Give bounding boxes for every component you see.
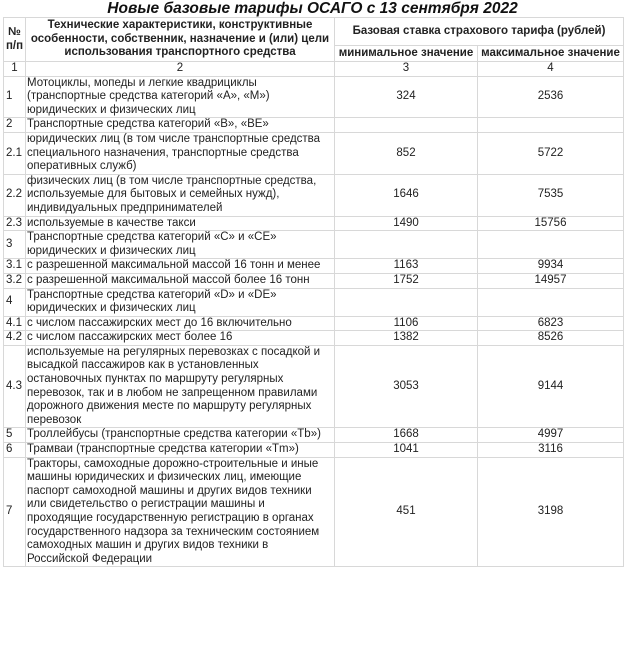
row-number: 5 <box>4 428 26 443</box>
row-max: 7535 <box>478 174 624 216</box>
row-max <box>478 231 624 259</box>
row-number: 4.2 <box>4 331 26 346</box>
tariff-table <box>3 17 624 567</box>
row-description: с числом пассажирских мест более 16 <box>26 331 335 346</box>
row-number: 2 <box>4 118 26 133</box>
table-row <box>4 443 624 458</box>
row-description: Мотоциклы, мопеды и легкие квадрициклы (транспортные средства категорий «А», «М») юридических и физических лиц <box>26 76 335 118</box>
row-number: 1 <box>4 76 26 118</box>
row-max <box>478 118 624 133</box>
header-num: № п/п <box>4 18 26 62</box>
table-row <box>4 174 624 216</box>
row-max: 3116 <box>478 443 624 458</box>
row-min: 1490 <box>335 216 478 231</box>
row-min: 324 <box>335 76 478 118</box>
row-number: 2.2 <box>4 174 26 216</box>
row-description: с разрешенной максимальной массой более 16 тонн <box>26 273 335 288</box>
row-min: 1646 <box>335 174 478 216</box>
row-description: Транспортные средства категорий «C» и «CE» юридических и физических лиц <box>26 231 335 259</box>
row-min: 852 <box>335 132 478 174</box>
row-number: 4.3 <box>4 345 26 428</box>
row-min: 1041 <box>335 443 478 458</box>
index-cell: 3 <box>335 62 478 77</box>
row-description: Транспортные средства категорий «D» и «DE» юридических и физических лиц <box>26 288 335 316</box>
row-description: Троллейбусы (транспортные средства категории «Tb») <box>26 428 335 443</box>
index-cell: 1 <box>4 62 26 77</box>
row-number: 6 <box>4 443 26 458</box>
table-row <box>4 316 624 331</box>
table-row <box>4 231 624 259</box>
index-cell: 2 <box>26 62 335 77</box>
row-number: 2.3 <box>4 216 26 231</box>
row-min: 451 <box>335 457 478 567</box>
table-row <box>4 457 624 567</box>
row-description: используемые в качестве такси <box>26 216 335 231</box>
row-max: 9144 <box>478 345 624 428</box>
table-row <box>4 288 624 316</box>
row-number: 3 <box>4 231 26 259</box>
row-description: физических лиц (в том числе транспортные средства, используемые для бытовых и семейных нужд), индивидуальных предпринимателей <box>26 174 335 216</box>
row-description: Транспортные средства категорий «B», «BE» <box>26 118 335 133</box>
header-max: максимальное значение <box>478 46 624 62</box>
row-description: используемые на регулярных перевозках с посадкой и высадкой пассажиров как в установленных остановочных пунктах по маршруту регулярных перевозок, так и в любом не запрещенном правилами дорожного движения месте по маршруту регулярных перевозок <box>26 345 335 428</box>
row-description: Тракторы, самоходные дорожно-строительные и иные машины юридических и физических лиц, имеющие паспорт самоходной машины и других видов техники или свидетельство о регистрации машины и проходящие государственную регистрацию в органах государственного надзора за техническим состоянием самоходных машин и других видов техники в Российской Федерации <box>26 457 335 567</box>
row-max: 4997 <box>478 428 624 443</box>
table-row <box>4 331 624 346</box>
row-number: 2.1 <box>4 132 26 174</box>
row-min: 1752 <box>335 273 478 288</box>
table-row <box>4 259 624 274</box>
row-max: 9934 <box>478 259 624 274</box>
row-min: 3053 <box>335 345 478 428</box>
row-min: 1382 <box>335 331 478 346</box>
row-description: с разрешенной максимальной массой 16 тонн и менее <box>26 259 335 274</box>
row-max: 3198 <box>478 457 624 567</box>
row-number: 7 <box>4 457 26 567</box>
page-title: Новые базовые тарифы ОСАГО с 13 сентября 2022 <box>107 0 518 17</box>
row-max: 2536 <box>478 76 624 118</box>
row-description: Трамваи (транспортные средства категории «Tm») <box>26 443 335 458</box>
row-max: 15756 <box>478 216 624 231</box>
row-min <box>335 288 478 316</box>
row-max: 8526 <box>478 331 624 346</box>
row-number: 3.1 <box>4 259 26 274</box>
header-min: минимальное значение <box>335 46 478 62</box>
row-number: 4 <box>4 288 26 316</box>
row-max: 14957 <box>478 273 624 288</box>
table-row <box>4 273 624 288</box>
row-max: 6823 <box>478 316 624 331</box>
row-min: 1106 <box>335 316 478 331</box>
row-description: юридических лиц (в том числе транспортные средства специального назначения, транспортные средства оперативных служб) <box>26 132 335 174</box>
row-description: с числом пассажирских мест до 16 включительно <box>26 316 335 331</box>
index-cell: 4 <box>478 62 624 77</box>
header-rate: Базовая ставка страхового тарифа (рублей) <box>335 18 624 46</box>
row-min <box>335 118 478 133</box>
row-min: 1668 <box>335 428 478 443</box>
row-number: 4.1 <box>4 316 26 331</box>
row-number: 3.2 <box>4 273 26 288</box>
table-row <box>4 118 624 133</box>
row-max: 5722 <box>478 132 624 174</box>
table-row <box>4 132 624 174</box>
table-row <box>4 345 624 428</box>
table-row <box>4 428 624 443</box>
table-row <box>4 216 624 231</box>
row-max <box>478 288 624 316</box>
row-min: 1163 <box>335 259 478 274</box>
index-row <box>4 62 624 77</box>
table-row <box>4 76 624 118</box>
row-min <box>335 231 478 259</box>
header-row <box>4 18 624 46</box>
header-description: Технические характеристики, конструктивные особенности, собственник, назначение и (или) цели использования транспортного средства <box>26 18 335 62</box>
